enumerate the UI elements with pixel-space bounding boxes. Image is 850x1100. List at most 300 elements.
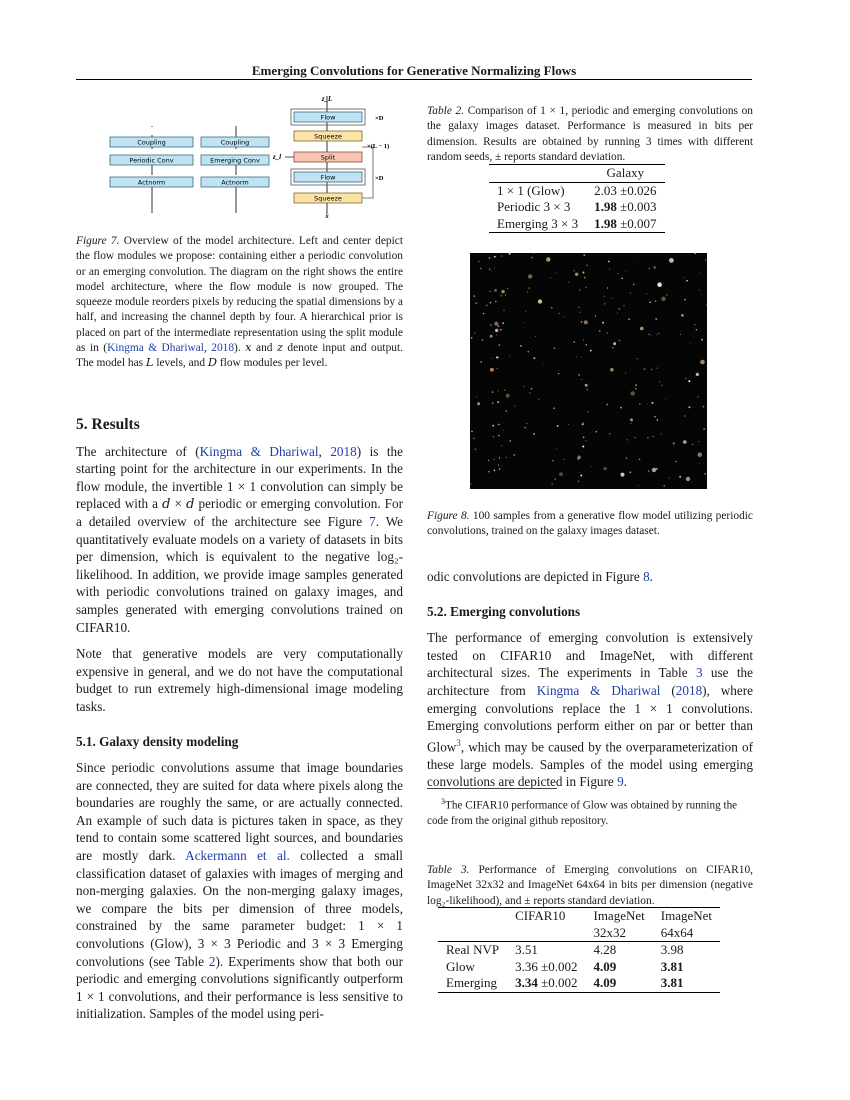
emerging-conv-label: Emerging Conv — [210, 156, 260, 165]
galaxy-speck — [500, 425, 501, 426]
galaxy-speck — [617, 273, 618, 274]
galaxy-speck — [488, 460, 489, 461]
galaxy-speck — [585, 384, 588, 387]
galaxy-speck — [507, 288, 508, 289]
galaxy-speck — [637, 358, 638, 359]
galaxy-speck — [490, 335, 493, 338]
x-label: x — [325, 212, 329, 218]
paragraph: Note that generative models are very computationally expensive in general, and we do not have the computational budget to run extremely high-dimensional image modeling tasks. — [76, 646, 403, 714]
galaxy-speck — [583, 422, 584, 423]
footnote-rule — [427, 788, 557, 789]
galaxy-speck — [586, 265, 587, 266]
galaxy-speck — [528, 287, 530, 289]
galaxy-speck — [490, 368, 494, 372]
galaxy-speck — [649, 302, 651, 304]
galaxy-speck — [581, 321, 583, 323]
galaxy-speck — [509, 253, 511, 255]
galaxy-speck — [550, 277, 551, 278]
galaxy-speck — [652, 468, 656, 472]
galaxy-speck — [495, 329, 498, 332]
galaxy-speck — [686, 280, 688, 282]
xL1-label: ×(L − 1) — [367, 143, 390, 150]
galaxy-speck — [576, 356, 577, 357]
galaxy-speck — [497, 401, 499, 403]
galaxy-speck — [480, 268, 481, 269]
galaxy-speck — [661, 297, 665, 301]
galaxy-speck — [696, 329, 697, 330]
galaxy-speck — [503, 430, 504, 431]
galaxy-speck — [524, 427, 526, 429]
galaxy-speck — [495, 267, 496, 268]
galaxy-speck — [627, 439, 628, 440]
galaxy-speck — [699, 463, 700, 464]
galaxy-speck — [526, 423, 527, 424]
galaxy-speck — [563, 459, 565, 461]
galaxy-speck — [551, 307, 552, 308]
galaxy-speck — [661, 385, 662, 386]
galaxy-speck — [604, 296, 605, 297]
galaxy-speck — [514, 454, 515, 455]
galaxy-speck — [669, 258, 674, 263]
galaxy-speck — [579, 289, 580, 290]
galaxy-speck — [493, 459, 494, 460]
galaxy-speck — [585, 287, 586, 288]
galaxy-speck — [694, 324, 696, 326]
galaxy-speck — [494, 289, 497, 292]
galaxy-speck — [584, 277, 586, 279]
galaxy-speck — [533, 433, 535, 435]
paragraph: odic convolutions are depicted in Figure 8. — [427, 569, 653, 584]
galaxy-speck — [491, 270, 492, 271]
galaxy-speck — [649, 268, 650, 269]
galaxy-speck — [703, 428, 705, 430]
citation-link[interactable]: Kingma & Dhariwal — [199, 443, 319, 459]
galaxy-speck — [481, 339, 483, 341]
galaxy-speck — [529, 392, 530, 393]
table-header: Galaxy — [606, 165, 645, 180]
galaxy-speck — [679, 476, 681, 478]
galaxy-samples-image — [470, 253, 707, 489]
galaxy-speck — [480, 361, 482, 363]
galaxy-speck — [483, 313, 484, 314]
galaxy-speck — [657, 419, 659, 421]
galaxy-speck — [498, 465, 499, 466]
paragraph: Since periodic convolutions assume that image boundaries are connected, they are suited for data where pixels along the boundaries are roughly the same, or are actually connected. An example of such data is pictures taken in space, as they tend to contain some scattered light sources, and boundaries are mostly dark. Ackermann et al. collected a small classification dataset of galaxies with images of merging and non-merging galaxies. On the non-merging galaxy images, we compare the bits per dimension of three models, constrained by the same parameter budget: 1 × 1 convolutions (Glow), 3 × 3 Periodic and 3 × 3 Emerging convolutions (see Table 2). Experiments show that both our periodic and emerging convolutions significantly outperform 1 × 1 convolutions, and their performance is less sensitive to initialization. Samples of the model using peri- — [76, 760, 403, 1022]
galaxy-speck — [583, 437, 585, 439]
galaxy-speck — [699, 289, 700, 290]
table-ref-link[interactable]: 3 — [695, 665, 703, 681]
galaxy-speck — [488, 471, 490, 473]
galaxy-speck — [680, 334, 681, 335]
galaxy-speck — [490, 302, 492, 304]
galaxy-speck — [651, 369, 652, 370]
galaxy-speck — [658, 333, 659, 334]
galaxy-speck — [582, 446, 584, 448]
galaxy-speck — [493, 470, 495, 472]
galaxy-speck — [580, 475, 582, 477]
table-row: Real NVP 3.51 4.28 3.98 — [446, 942, 684, 957]
galaxy-speck — [491, 358, 492, 359]
galaxy-speck — [525, 311, 526, 312]
galaxy-speck — [552, 460, 553, 461]
galaxy-speck — [656, 368, 657, 369]
split-label: Split — [320, 153, 336, 162]
table-row: Glow 3.36 ±0.002 4.09 3.81 — [446, 958, 684, 974]
flow-label-bottom: Flow — [320, 173, 336, 182]
galaxy-speck — [688, 406, 690, 408]
galaxy-speck — [631, 423, 632, 424]
galaxy-speck — [579, 472, 580, 473]
galaxy-speck — [492, 425, 494, 427]
galaxy-speck — [554, 347, 556, 349]
galaxy-speck — [500, 295, 502, 297]
figure7-caption: Figure 7. Overview of the model architecture. Left and center depict the flow modules we propose: containing either a periodic convolution or an emerging convolution. The diagram on the right shows the entire model architecture, where the flow module is now grouped. The squeeze module reorders pixels by reducing the spatial dimensions by a half, and increasing the channel depth by four. A hierarchical prior is placed on part of the intermediate representation using the split module as in (Kingma & Dhariwal, 2018). 𝑥 and 𝑧 denote input and output. The model has 𝐿 levels, and 𝐷 flow modules per level. — [76, 235, 403, 370]
galaxy-speck — [639, 459, 640, 460]
galaxy-speck — [686, 477, 690, 481]
galaxy-speck — [587, 389, 588, 390]
galaxy-speck — [684, 415, 685, 416]
citation-link[interactable]: Ackermann et al. — [185, 848, 290, 864]
galaxy-speck — [691, 481, 692, 482]
section-heading: 5. Results — [76, 416, 140, 433]
galaxy-speck — [474, 333, 475, 334]
galaxy-speck — [625, 271, 626, 272]
galaxy-speck — [621, 278, 623, 280]
citation-link[interactable]: Kingma & Dhariwal — [107, 342, 204, 355]
galaxy-speck — [497, 368, 498, 369]
galaxy-speck — [583, 340, 584, 341]
center-module — [201, 126, 269, 213]
galaxy-speck — [618, 308, 620, 310]
subsection-heading: 5.2. Emerging convolutions — [427, 603, 581, 619]
galaxy-speck — [630, 418, 633, 421]
galaxy-speck — [578, 374, 580, 376]
galaxy-speck — [661, 433, 662, 434]
galaxy-speck — [477, 402, 480, 405]
galaxy-speck — [608, 261, 610, 263]
galaxy-speck — [473, 438, 475, 440]
galaxy-speck — [502, 322, 504, 324]
galaxy-speck — [586, 344, 588, 346]
galaxy-speck — [582, 272, 584, 274]
xD-label-bottom: ×D — [375, 175, 384, 182]
galaxy-speck — [703, 406, 705, 408]
galaxy-speck — [500, 329, 502, 331]
galaxy-speck — [666, 294, 667, 295]
galaxy-speck — [612, 347, 614, 349]
coupling-label-center: Coupling — [220, 138, 250, 147]
galaxy-speck — [587, 411, 588, 412]
galaxy-speck — [607, 287, 608, 288]
galaxy-speck — [573, 341, 575, 343]
left-module — [110, 126, 193, 213]
galaxy-speck — [653, 266, 656, 269]
galaxy-speck — [665, 399, 666, 400]
galaxy-speck — [506, 410, 507, 411]
xD-label-top: ×D — [375, 115, 384, 122]
galaxy-speck — [493, 436, 494, 437]
galaxy-speck — [681, 314, 684, 317]
table-row: Emerging 3 × 3 1.98 ±0.007 — [497, 215, 657, 231]
right-column-text — [427, 568, 753, 791]
galaxy-speck — [473, 295, 475, 297]
galaxy-speck — [527, 292, 528, 293]
galaxy-speck — [476, 396, 477, 397]
galaxy-speck — [655, 318, 657, 320]
galaxy-speck — [554, 478, 556, 480]
table-row: 1 × 1 (Glow) 2.03 ±0.026 — [497, 182, 657, 198]
galaxy-speck — [647, 437, 648, 438]
galaxy-speck — [646, 293, 647, 294]
galaxy-speck — [489, 257, 491, 259]
galaxy-speck — [505, 294, 506, 295]
galaxy-speck — [499, 468, 501, 470]
galaxy-speck — [506, 394, 510, 398]
galaxy-speck — [630, 292, 631, 293]
galaxy-speck — [498, 424, 500, 426]
galaxy-speck — [475, 448, 477, 450]
galaxy-speck — [635, 258, 636, 259]
galaxy-speck — [595, 315, 596, 316]
galaxy-speck — [470, 483, 471, 484]
galaxy-speck — [496, 356, 498, 358]
galaxy-speck — [655, 300, 657, 302]
galaxy-speck — [506, 457, 507, 458]
zL-label: z_L — [321, 95, 333, 103]
galaxy-speck — [644, 368, 646, 370]
galaxy-speck — [533, 357, 535, 359]
figure-ref-link[interactable]: 7 — [369, 513, 376, 529]
galaxy-speck — [628, 318, 630, 320]
subsection-heading: 5.1. Galaxy density modeling — [76, 733, 239, 749]
galaxy-speck — [558, 373, 559, 374]
galaxy-speck — [559, 472, 563, 476]
galaxy-speck — [494, 256, 496, 258]
galaxy-speck — [673, 442, 675, 444]
galaxy-speck — [471, 337, 472, 338]
galaxy-speck — [524, 322, 525, 323]
galaxy-speck — [510, 440, 512, 442]
galaxy-speck — [584, 320, 588, 324]
galaxy-speck — [583, 254, 585, 256]
galaxy-speck — [498, 325, 500, 327]
galaxy-speck — [696, 373, 699, 376]
galaxy-speck — [617, 313, 618, 314]
galaxy-samples-grid — [470, 253, 707, 489]
galaxy-speck — [652, 402, 654, 404]
squeeze-label-top: Squeeze — [314, 132, 342, 141]
galaxy-speck — [478, 261, 479, 262]
galaxy-speck — [559, 313, 560, 314]
galaxy-speck — [531, 388, 533, 390]
galaxy-speck — [582, 423, 584, 425]
galaxy-speck — [557, 425, 559, 427]
galaxy-speck — [520, 345, 522, 347]
galaxy-speck — [492, 391, 493, 392]
galaxy-speck — [685, 378, 686, 379]
galaxy-speck — [585, 440, 586, 441]
galaxy-speck — [543, 364, 544, 365]
galaxy-speck — [581, 357, 582, 358]
galaxy-speck — [706, 304, 707, 305]
galaxy-speck — [623, 305, 624, 306]
galaxy-speck — [660, 283, 661, 284]
galaxy-speck — [490, 291, 491, 292]
galaxy-speck — [638, 485, 639, 486]
galaxy-speck — [688, 380, 690, 382]
galaxy-speck — [669, 477, 670, 478]
galaxy-speck — [654, 416, 656, 418]
galaxy-speck — [683, 277, 684, 278]
galaxy-speck — [620, 407, 622, 409]
galaxy-speck — [568, 282, 569, 283]
table3: CIFAR10 ImageNet ImageNet 32x32 64x64 Real NVP 3.51 4.28 3.98 Glow 3.36 ±0.002 4.09 3.81 Emerging 3.34 ±0.002 4.09 3.81 — [438, 907, 720, 993]
galaxy-speck — [631, 391, 635, 395]
galaxy-speck — [499, 344, 501, 346]
galaxy-speck — [609, 433, 611, 435]
galaxy-speck — [528, 274, 532, 278]
galaxy-speck — [599, 330, 601, 332]
galaxy-speck — [684, 299, 686, 301]
galaxy-speck — [640, 327, 644, 331]
galaxy-speck — [635, 388, 637, 390]
galaxy-speck — [606, 404, 608, 406]
citation-year-link[interactable]: 2018 — [211, 342, 235, 355]
figure-ref-link[interactable]: 9 — [617, 774, 624, 790]
galaxy-speck — [546, 257, 550, 261]
galaxy-speck — [531, 257, 533, 259]
galaxy-speck — [578, 307, 579, 308]
galaxy-speck — [578, 481, 579, 482]
galaxy-speck — [471, 431, 473, 433]
galaxy-speck — [501, 290, 504, 293]
galaxy-speck — [551, 483, 553, 485]
galaxy-speck — [501, 445, 502, 446]
galaxy-speck — [590, 350, 592, 352]
galaxy-speck — [700, 360, 705, 365]
galaxy-speck — [538, 399, 539, 400]
galaxy-speck — [496, 335, 497, 336]
table-row: Emerging 3.34 ±0.002 4.09 3.81 — [446, 975, 684, 990]
actnorm-label-left: Actnorm — [137, 178, 166, 187]
galaxy-speck — [535, 336, 536, 337]
running-header: Emerging Convolutions for Generative Normalizing Flows — [251, 63, 577, 78]
galaxy-speck — [630, 471, 632, 473]
galaxy-speck — [492, 402, 494, 404]
galaxy-speck — [701, 339, 703, 341]
galaxy-speck — [659, 381, 660, 382]
galaxy-speck — [577, 456, 581, 460]
galaxy-speck — [692, 444, 693, 445]
galaxy-speck — [664, 485, 665, 486]
galaxy-speck — [553, 407, 555, 409]
galaxy-speck — [705, 260, 706, 261]
coupling-label-left: Coupling — [137, 138, 166, 147]
footnote: $^3$The CIFAR10 performance of Glow was obtained by running the code from the original github repository. — [427, 797, 738, 827]
galaxy-speck — [683, 440, 687, 444]
galaxy-speck — [580, 312, 581, 313]
galaxy-speck — [509, 355, 510, 356]
galaxy-speck — [523, 386, 524, 387]
galaxy-speck — [604, 467, 607, 470]
figure-ref-link[interactable]: 8 — [643, 569, 650, 584]
galaxy-speck — [700, 272, 701, 273]
galaxy-speck — [612, 298, 613, 299]
galaxy-speck — [697, 396, 698, 397]
galaxy-speck — [690, 343, 691, 344]
galaxy-speck — [604, 303, 606, 305]
galaxy-speck — [626, 457, 628, 459]
citation-year-link[interactable]: 2018 — [330, 443, 357, 459]
galaxy-speck — [695, 253, 696, 254]
galaxy-speck — [621, 473, 625, 477]
paragraph: The performance of emerging convolution is extensively tested on CIFAR10 and ImageNet, with different architectural sizes. The experiments in Table 3 use the architecture from Kingma & Dhariwal (2018), where emerging convolutions replace the 1 × 1 convolutions. Emerging convolutions perform either on par or better than Glow$^3$, which may be caused by the overparameterization of these large models. Samples of the model using emerging convolutions are depicted in Figure 9. — [427, 630, 753, 790]
right-architecture — [272, 95, 389, 218]
figure7-diagram — [105, 93, 405, 218]
galaxy-speck — [488, 279, 489, 280]
citation-link[interactable]: Kingma & Dhariwal — [536, 682, 661, 698]
galaxy-speck — [533, 253, 534, 254]
galaxy-speck — [556, 273, 557, 274]
galaxy-speck — [635, 384, 637, 386]
galaxy-speck — [490, 324, 492, 326]
galaxy-speck — [596, 431, 597, 432]
periodic-conv-label: Periodic Conv — [129, 156, 174, 165]
actnorm-label-center: Actnorm — [221, 178, 249, 187]
galaxy-speck — [497, 390, 498, 391]
paragraph: The architecture of (Kingma & Dhariwal, 2018) is the starting point for the architecture in our experiments. In the flow module, the invertible 1 × 1 convolution can simply be replaced with a 𝑑 × 𝑑 periodic or emerging convolution. For a detailed overview of the architecture see Figure 7. We quantitatively evaluate models on a variety of datasets in bits per dimension, which is equivalent to the negative log₂-likelihood. In addition, we provide image samples generated with periodic convolutions trained on galaxy images, and samples generated with emerging convolutions trained on CIFAR10. — [76, 443, 404, 635]
galaxy-speck — [568, 424, 569, 425]
galaxy-speck — [633, 284, 634, 285]
galaxy-speck — [704, 473, 706, 475]
galaxy-speck — [647, 404, 648, 405]
galaxy-speck — [602, 322, 604, 324]
galaxy-speck — [701, 295, 702, 296]
galaxy-speck — [656, 334, 657, 335]
galaxy-speck — [648, 470, 650, 472]
galaxy-speck — [639, 403, 640, 404]
table2 — [489, 164, 665, 233]
galaxy-speck — [538, 299, 542, 303]
galaxy-speck — [634, 437, 635, 438]
galaxy-speck — [613, 342, 616, 345]
table3-caption: Table 3. Performance of Emerging convolutions on CIFAR10, ImageNet 32x32 and ImageNet 64x64 in bits per dimension (negative log₂-likelihood), and ± reports standard deviation. — [427, 864, 754, 907]
galaxy-speck — [498, 435, 499, 436]
zl-label: z_l — [272, 153, 282, 161]
citation-year-link[interactable]: 2018 — [675, 682, 703, 698]
galaxy-speck — [499, 457, 500, 458]
galaxy-speck — [698, 441, 699, 442]
table-row: Periodic 3 × 3 1.98 ±0.003 — [497, 199, 657, 214]
galaxy-speck — [609, 269, 610, 270]
galaxy-speck — [501, 255, 503, 257]
footnote-mark-link[interactable]: 3 — [456, 737, 461, 748]
table-ref-link[interactable]: 2 — [208, 953, 216, 969]
galaxy-speck — [607, 333, 608, 334]
galaxy-speck — [504, 390, 505, 391]
galaxy-speck — [649, 334, 650, 335]
galaxy-speck — [651, 335, 652, 336]
galaxy-speck — [503, 310, 504, 311]
galaxy-speck — [489, 269, 490, 270]
galaxy-speck — [602, 368, 603, 369]
galaxy-speck — [475, 302, 477, 304]
galaxy-speck — [486, 305, 487, 306]
galaxy-speck — [675, 461, 676, 462]
galaxy-speck — [514, 406, 515, 407]
table2-caption: Table 2. Comparison of 1 × 1, periodic and emerging convolutions on the galaxy images dataset. Performance is measured in bits per dimension. Results are obtained by running 3 times with different random seeds, ± reports standard deviation. — [427, 105, 753, 163]
squeeze-label-bottom: Squeeze — [314, 194, 342, 203]
